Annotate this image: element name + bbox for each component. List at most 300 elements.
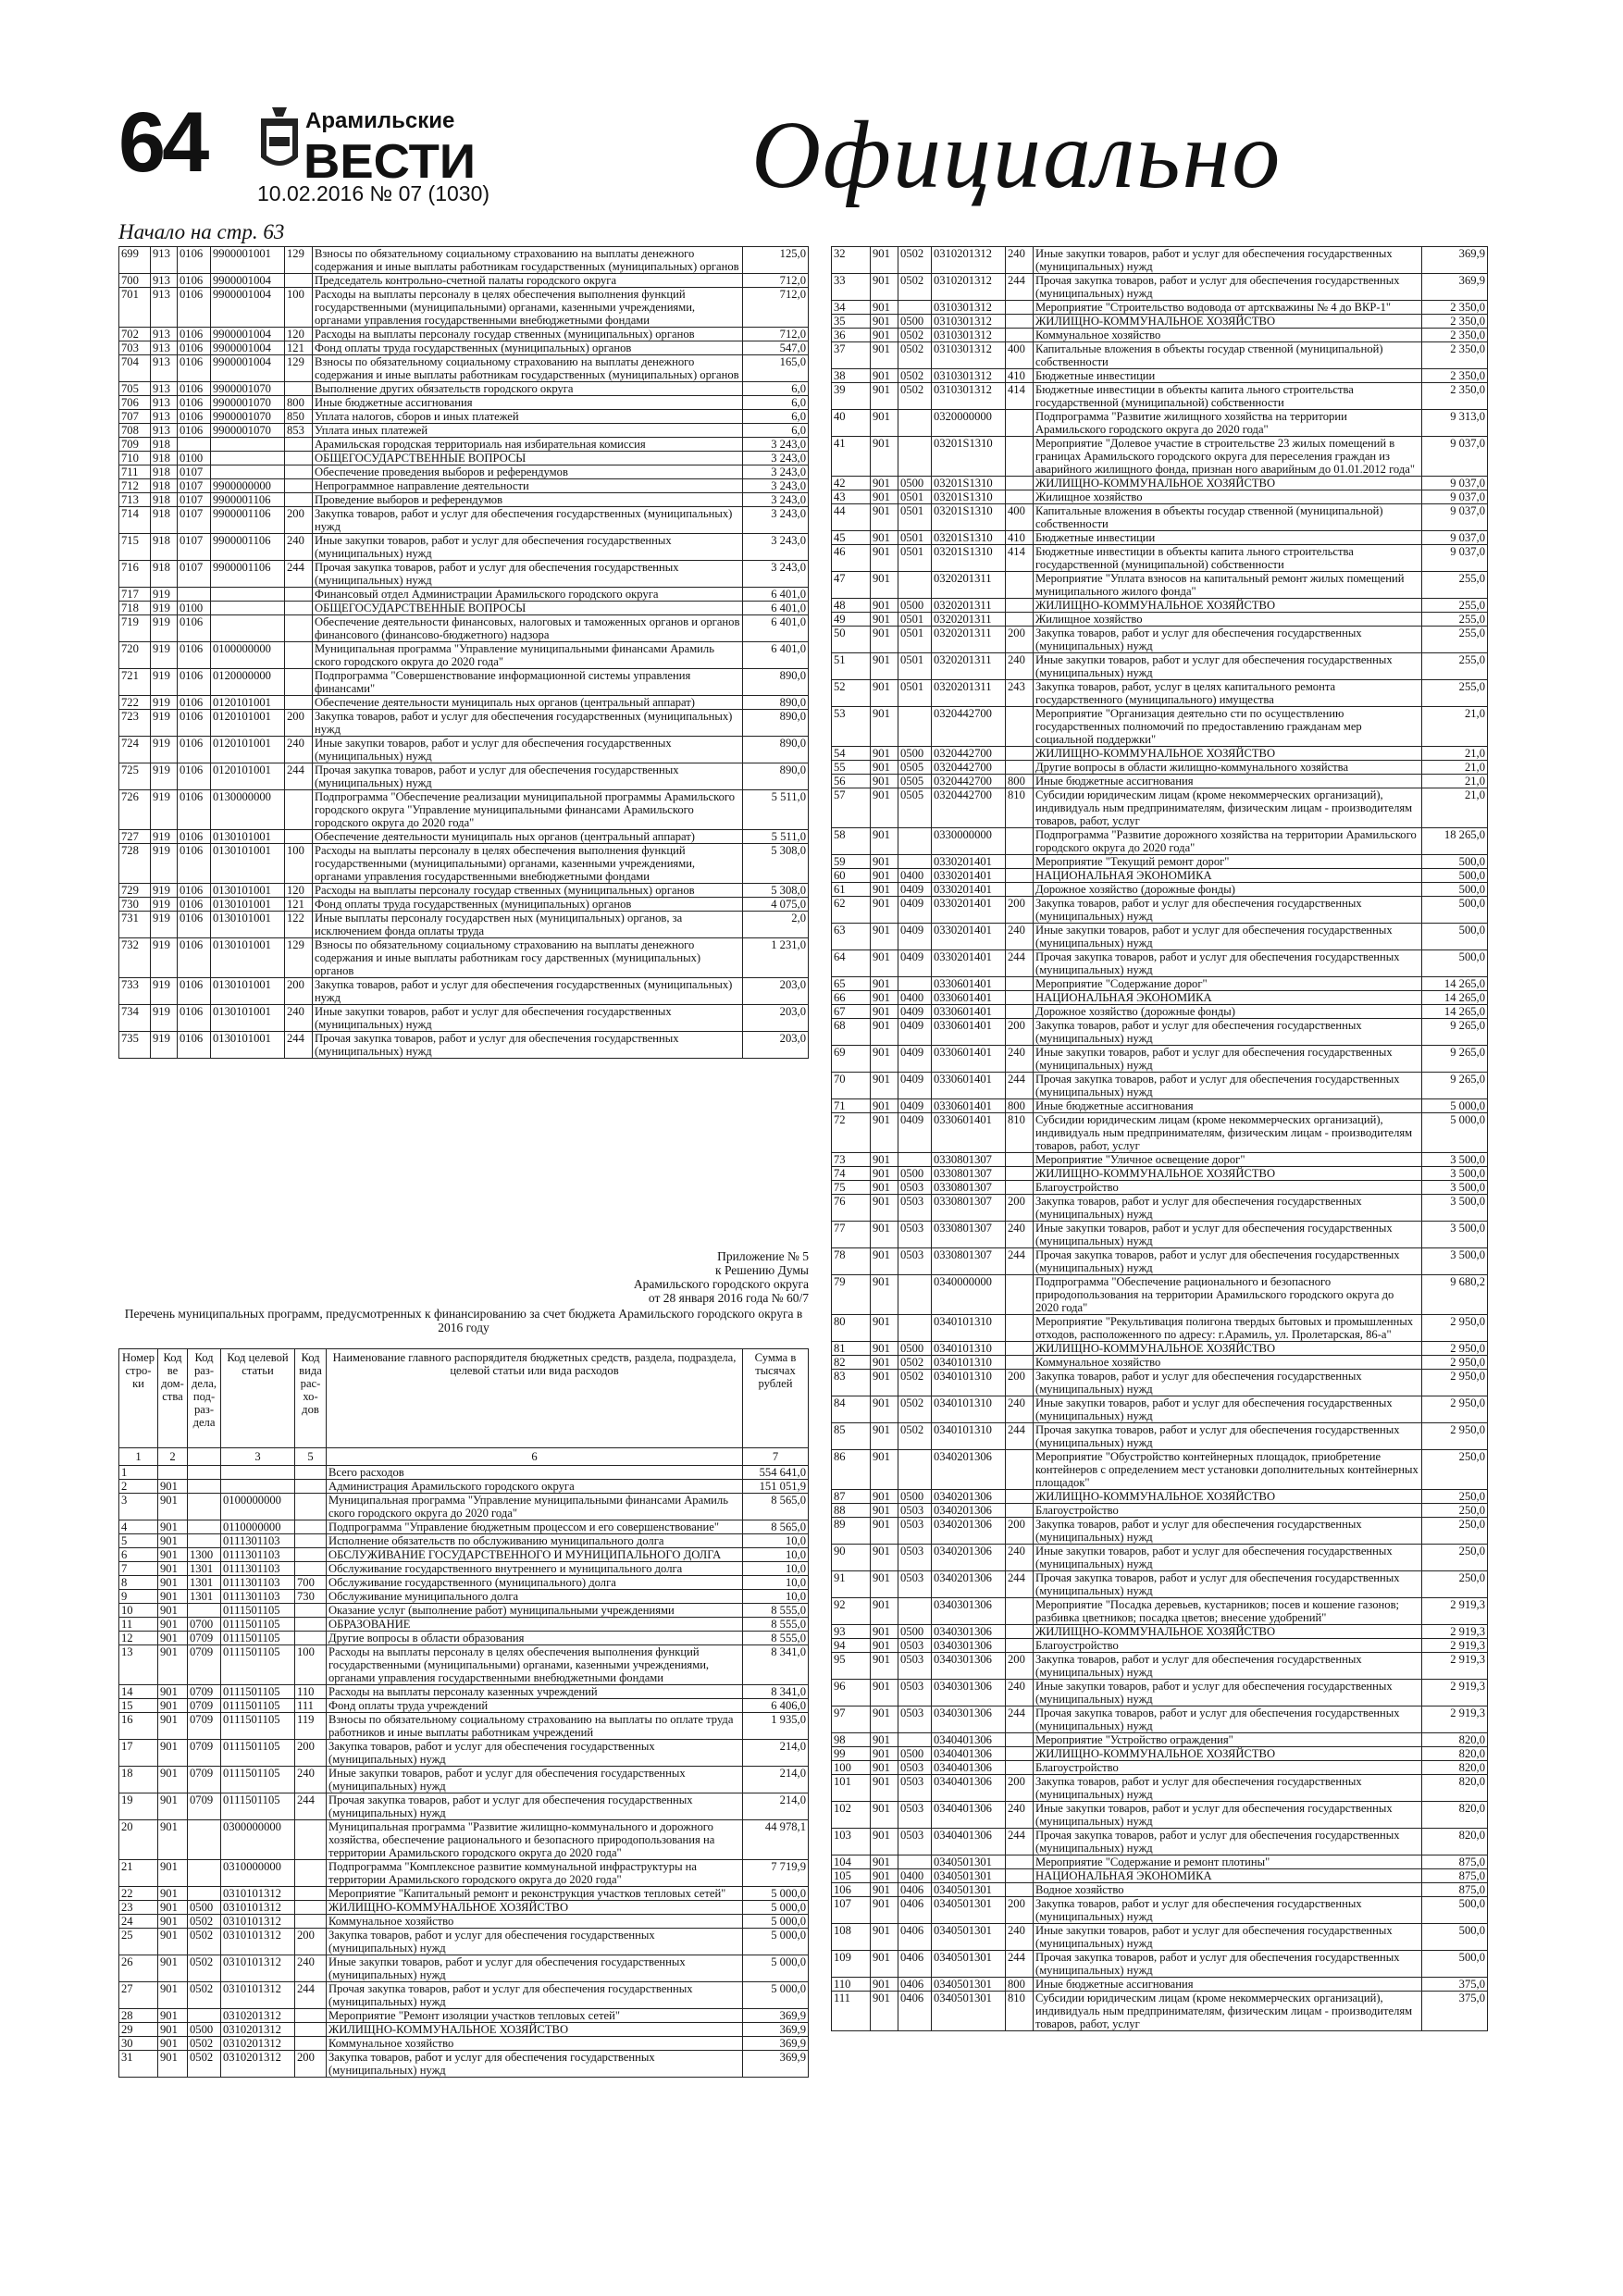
table-row xyxy=(119,1901,809,1915)
code-cell: 0340301306 xyxy=(932,1598,1006,1625)
description-cell: ЖИЛИЩНО-КОММУНАЛЬНОЕ ХОЗЯЙСТВО xyxy=(1034,1625,1422,1639)
code-cell: 0501 xyxy=(898,545,932,572)
code-cell: 5 xyxy=(119,1534,158,1548)
table-row xyxy=(832,1019,1488,1046)
code-cell: 78 xyxy=(832,1248,871,1275)
code-cell: 0130000000 xyxy=(211,790,285,830)
table-row xyxy=(832,1167,1488,1181)
code-cell: 919 xyxy=(151,1032,178,1059)
code-cell: 901 xyxy=(871,369,898,383)
table-row xyxy=(832,1195,1488,1222)
code-cell: 200 xyxy=(1006,1775,1034,1802)
code-cell xyxy=(295,1887,327,1901)
code-cell: 901 xyxy=(871,1195,898,1222)
code-cell: 0330201401 xyxy=(932,924,1006,950)
amount-cell: 3 243,0 xyxy=(743,561,809,588)
table-row xyxy=(832,1639,1488,1653)
amount-cell: 5 000,0 xyxy=(743,1929,809,1955)
code-cell: 901 xyxy=(871,1706,898,1733)
amount-cell: 6 401,0 xyxy=(743,642,809,669)
code-cell: 800 xyxy=(1006,1099,1034,1113)
table-row xyxy=(832,1181,1488,1195)
code-cell: 0120000000 xyxy=(211,669,285,696)
code-cell: 9900001070 xyxy=(211,396,285,410)
amount-cell: 2 919,3 xyxy=(1422,1680,1488,1706)
amount-cell: 2 350,0 xyxy=(1422,301,1488,315)
code-cell: 105 xyxy=(832,1869,871,1883)
code-cell xyxy=(285,642,313,669)
code-cell xyxy=(295,2037,327,2051)
code-cell: 901 xyxy=(871,1046,898,1073)
code-cell: 901 xyxy=(158,1793,188,1820)
table-row xyxy=(119,1740,809,1767)
code-cell: 709 xyxy=(119,438,151,452)
header-cell: Сумма в тысячах рублей xyxy=(743,1349,809,1448)
code-cell: 27 xyxy=(119,1982,158,2009)
code-cell: 901 xyxy=(871,1113,898,1153)
description-cell: Обеспечение проведения выборов и референдумов xyxy=(313,465,743,479)
table-row xyxy=(832,301,1488,315)
amount-cell: 712,0 xyxy=(743,274,809,288)
table-row xyxy=(832,342,1488,369)
code-cell: 0310301312 xyxy=(932,329,1006,342)
code-cell: 86 xyxy=(832,1450,871,1490)
amount-cell: 2 350,0 xyxy=(1422,383,1488,410)
code-cell: 0503 xyxy=(898,1802,932,1829)
amount-cell: 3 243,0 xyxy=(743,438,809,452)
description-cell: ЖИЛИЩНО-КОММУНАЛЬНОЕ ХОЗЯЙСТВО xyxy=(1034,1167,1422,1181)
code-cell: 9900001004 xyxy=(211,328,285,341)
code-cell: 0111301103 xyxy=(221,1590,295,1604)
code-cell: 0340501301 xyxy=(932,1992,1006,2031)
code-cell: 901 xyxy=(871,828,898,855)
code-cell: 0106 xyxy=(178,274,211,288)
code-cell xyxy=(1006,1625,1034,1639)
code-cell xyxy=(898,1275,932,1315)
code-cell xyxy=(285,452,313,465)
code-cell: 0310201312 xyxy=(221,2009,295,2023)
amount-cell: 2 350,0 xyxy=(1422,369,1488,383)
code-cell: 0107 xyxy=(178,534,211,561)
description-cell: Иные закупки товаров, работ и услуг для обеспечения государственных (муниципальных) нужд xyxy=(313,1005,743,1032)
code-cell xyxy=(295,1480,327,1494)
code-cell xyxy=(188,1534,221,1548)
code-cell: 724 xyxy=(119,737,151,763)
amount-cell: 2 919,3 xyxy=(1422,1706,1488,1733)
code-cell: 0340201306 xyxy=(932,1545,1006,1571)
amount-cell: 9 037,0 xyxy=(1422,531,1488,545)
description-cell: Подпрограмма "Обеспечение реализации муниципальной программы Арамильского городского округа "Управление муниципальными финансами Арамильского городского округа до 2020 года" xyxy=(313,790,743,830)
appendix-line: к Решению Думы xyxy=(715,1263,809,1277)
table-row xyxy=(832,383,1488,410)
table-row xyxy=(119,341,809,355)
code-cell: 0503 xyxy=(898,1653,932,1680)
code-cell: 0111301103 xyxy=(221,1562,295,1576)
code-cell: 24 xyxy=(119,1915,158,1929)
code-cell: 919 xyxy=(151,763,178,790)
code-cell: 901 xyxy=(871,1248,898,1275)
amount-cell: 2 350,0 xyxy=(1422,315,1488,329)
code-cell: 0409 xyxy=(898,950,932,977)
amount-cell: 712,0 xyxy=(743,288,809,328)
amount-cell: 500,0 xyxy=(1422,1924,1488,1951)
code-cell: 0130101001 xyxy=(211,844,285,884)
column-number: 7 xyxy=(743,1448,809,1466)
table-row xyxy=(832,680,1488,707)
code-cell xyxy=(295,1901,327,1915)
table-row xyxy=(119,1590,809,1604)
code-cell: 0340501301 xyxy=(932,1978,1006,1992)
description-cell: Закупка товаров, работ и услуг для обеспечения государственных (муниципальных) нужд xyxy=(327,1929,743,1955)
code-cell: 901 xyxy=(158,2037,188,2051)
code-cell: 0500 xyxy=(188,1901,221,1915)
code-cell: 17 xyxy=(119,1740,158,1767)
code-cell: 810 xyxy=(1006,788,1034,828)
table-row xyxy=(832,545,1488,572)
code-cell: 0330601401 xyxy=(932,1046,1006,1073)
code-cell: 901 xyxy=(158,1820,188,1860)
code-cell: 0111301103 xyxy=(221,1548,295,1562)
code-cell: 919 xyxy=(151,898,178,912)
code-cell: 240 xyxy=(295,1767,327,1793)
table-row xyxy=(832,761,1488,775)
code-cell: 901 xyxy=(871,301,898,315)
column-number: 5 xyxy=(295,1448,327,1466)
amount-cell: 21,0 xyxy=(1422,775,1488,788)
code-cell: 901 xyxy=(158,1713,188,1740)
table-row xyxy=(832,977,1488,991)
code-cell: 0503 xyxy=(898,1775,932,1802)
code-cell: 901 xyxy=(871,627,898,653)
code-cell: 9 xyxy=(119,1590,158,1604)
code-cell: 901 xyxy=(158,1480,188,1494)
amount-cell: 500,0 xyxy=(1422,1897,1488,1924)
code-cell: 901 xyxy=(871,1504,898,1518)
code-cell: 704 xyxy=(119,355,151,382)
amount-cell: 3 243,0 xyxy=(743,452,809,465)
table-row xyxy=(119,763,809,790)
code-cell: 240 xyxy=(1006,1046,1034,1073)
code-cell: 122 xyxy=(285,912,313,938)
description-cell: Муниципальная программа "Развитие жилищно-коммунального и дорожного хозяйства, обеспечение рационального и безопасного природопользования на территории Арамильского городского округа до 2020 года" xyxy=(327,1820,743,1860)
amount-cell: 6 401,0 xyxy=(743,615,809,642)
code-cell xyxy=(285,602,313,615)
amount-cell: 875,0 xyxy=(1422,1883,1488,1897)
code-cell: 0111301103 xyxy=(221,1576,295,1590)
code-cell: 0130101001 xyxy=(211,830,285,844)
code-cell: 0106 xyxy=(178,884,211,898)
code-cell: 0502 xyxy=(898,1423,932,1450)
amount-cell: 5 511,0 xyxy=(743,790,809,830)
code-cell xyxy=(898,410,932,437)
table-row xyxy=(832,1924,1488,1951)
table-row xyxy=(119,396,809,410)
section-title: Официально xyxy=(751,102,1282,208)
code-cell: 901 xyxy=(871,1450,898,1490)
code-cell: 244 xyxy=(1006,950,1034,977)
code-cell: 94 xyxy=(832,1639,871,1653)
code-cell: 1301 xyxy=(188,1576,221,1590)
code-cell: 0340000000 xyxy=(932,1275,1006,1315)
code-cell: 0330201401 xyxy=(932,897,1006,924)
code-cell xyxy=(285,382,313,396)
code-cell: 0106 xyxy=(178,328,211,341)
description-cell: Иные закупки товаров, работ и услуг для обеспечения государственных (муниципальных) нужд xyxy=(1034,924,1422,950)
code-cell xyxy=(1006,1342,1034,1356)
code-cell: 901 xyxy=(871,410,898,437)
description-cell: Иные закупки товаров, работ и услуг для обеспечения государственных (муниципальных) нужд xyxy=(313,737,743,763)
code-cell xyxy=(898,301,932,315)
code-cell: 0111501105 xyxy=(221,1685,295,1699)
description-cell: Мероприятие "Организация деятельно сти по осуществлению государственных полномочий по предоставлению гражданам мер социальной поддержки" xyxy=(1034,707,1422,747)
description-cell: Коммунальное хозяйство xyxy=(1034,329,1422,342)
code-cell: 0310101312 xyxy=(221,1887,295,1901)
code-cell xyxy=(221,1480,295,1494)
description-cell: Прочая закупка товаров, работ и услуг для обеспечения государственных (муниципальных) нужд xyxy=(327,1982,743,2009)
code-cell xyxy=(285,465,313,479)
table-row xyxy=(832,1504,1488,1518)
code-cell: 901 xyxy=(871,1924,898,1951)
amount-cell: 250,0 xyxy=(1422,1518,1488,1545)
code-cell: 0310101312 xyxy=(221,1982,295,2009)
code-cell xyxy=(898,1855,932,1869)
code-cell: 0111501105 xyxy=(221,1632,295,1645)
code-cell: 46 xyxy=(832,545,871,572)
code-cell: 0107 xyxy=(178,479,211,493)
description-cell: Фонд оплаты труда государственных (муниципальных) органов xyxy=(313,341,743,355)
code-cell: 59 xyxy=(832,855,871,869)
code-cell: 901 xyxy=(871,1153,898,1167)
description-cell: ЖИЛИЩНО-КОММУНАЛЬНОЕ ХОЗЯЙСТВО xyxy=(327,2023,743,2037)
table-row xyxy=(832,369,1488,383)
code-cell: 25 xyxy=(119,1929,158,1955)
code-cell: 800 xyxy=(285,396,313,410)
code-cell: 20 xyxy=(119,1820,158,1860)
amount-cell: 255,0 xyxy=(1422,572,1488,599)
table-row xyxy=(832,1706,1488,1733)
code-cell: 0503 xyxy=(898,1181,932,1195)
code-cell xyxy=(898,977,932,991)
code-cell: 91 xyxy=(832,1571,871,1598)
table-row xyxy=(832,1005,1488,1019)
code-cell: 244 xyxy=(1006,274,1034,301)
code-cell: 919 xyxy=(151,642,178,669)
code-cell: 0409 xyxy=(898,924,932,950)
code-cell: 0106 xyxy=(178,737,211,763)
table-row xyxy=(832,1992,1488,2031)
code-cell: 0400 xyxy=(898,869,932,883)
code-cell: 913 xyxy=(151,328,178,341)
code-cell xyxy=(1006,1005,1034,1019)
code-cell: 83 xyxy=(832,1370,871,1396)
table-row xyxy=(119,844,809,884)
amount-cell: 369,9 xyxy=(743,2009,809,2023)
code-cell: 0310201312 xyxy=(221,2037,295,2051)
amount-cell: 214,0 xyxy=(743,1767,809,1793)
table-row xyxy=(119,978,809,1005)
code-cell: 0106 xyxy=(178,382,211,396)
code-cell: 0330601401 xyxy=(932,1019,1006,1046)
code-cell: 70 xyxy=(832,1073,871,1099)
code-cell: 200 xyxy=(1006,1518,1034,1545)
amount-cell: 6 406,0 xyxy=(743,1699,809,1713)
code-cell: 67 xyxy=(832,1005,871,1019)
amount-cell: 6,0 xyxy=(743,424,809,438)
amount-cell: 500,0 xyxy=(1422,869,1488,883)
table-row xyxy=(832,410,1488,437)
code-cell: 81 xyxy=(832,1342,871,1356)
code-cell xyxy=(295,1520,327,1534)
code-cell: 0120101001 xyxy=(211,696,285,710)
code-cell xyxy=(1006,761,1034,775)
code-cell xyxy=(1006,613,1034,627)
code-cell: 0330801307 xyxy=(932,1248,1006,1275)
code-cell: 0500 xyxy=(898,1747,932,1761)
code-cell: 0106 xyxy=(178,912,211,938)
code-cell: 200 xyxy=(285,978,313,1005)
code-cell: 718 xyxy=(119,602,151,615)
code-cell: 1300 xyxy=(188,1548,221,1562)
table-row xyxy=(119,452,809,465)
code-cell: 901 xyxy=(871,761,898,775)
table-row xyxy=(832,1248,1488,1275)
code-cell: 0330601401 xyxy=(932,1099,1006,1113)
code-cell: 0503 xyxy=(898,1761,932,1775)
description-cell: Мероприятие "Текущий ремонт дорог" xyxy=(1034,855,1422,869)
column-number: 2 xyxy=(158,1448,188,1466)
description-cell: Мероприятие "Содержание и ремонт плотины" xyxy=(1034,1855,1422,1869)
code-cell: 9900001004 xyxy=(211,274,285,288)
code-cell: 0106 xyxy=(178,938,211,978)
code-cell: 810 xyxy=(1006,1113,1034,1153)
code-cell: 9900001001 xyxy=(211,247,285,274)
code-cell: 29 xyxy=(119,2023,158,2037)
code-cell: 42 xyxy=(832,477,871,490)
code-cell: 919 xyxy=(151,790,178,830)
description-cell: Закупка товаров, работ и услуг для обеспечения государственных (муниципальных) нужд xyxy=(327,2051,743,2078)
amount-cell: 203,0 xyxy=(743,978,809,1005)
amount-cell: 2 950,0 xyxy=(1422,1315,1488,1342)
code-cell xyxy=(1006,410,1034,437)
code-cell xyxy=(1006,707,1034,747)
code-cell: 0502 xyxy=(188,1955,221,1982)
header-cell: Код вида рас-хо-дов xyxy=(295,1349,327,1448)
code-cell: 0106 xyxy=(178,978,211,1005)
description-cell: Прочая закупка товаров, работ и услуг для обеспечения государственных (муниципальных) нужд xyxy=(313,1032,743,1059)
code-cell: 0310201312 xyxy=(932,274,1006,301)
code-cell: 0409 xyxy=(898,883,932,897)
code-cell: 13 xyxy=(119,1645,158,1685)
amount-cell: 820,0 xyxy=(1422,1747,1488,1761)
code-cell: 0320442700 xyxy=(932,707,1006,747)
code-cell: 700 xyxy=(295,1576,327,1590)
code-cell: 18 xyxy=(119,1767,158,1793)
amount-cell: 6,0 xyxy=(743,382,809,396)
code-cell: 901 xyxy=(871,274,898,301)
amount-cell: 9 265,0 xyxy=(1422,1019,1488,1046)
code-cell: 61 xyxy=(832,883,871,897)
code-cell: 0107 xyxy=(178,507,211,534)
description-cell: Взносы по обязательному социальному страхованию на выплаты денежного содержания и иные выплаты работникам государственных (муниципальных) органов xyxy=(313,247,743,274)
code-cell: 0500 xyxy=(898,747,932,761)
table-row xyxy=(832,924,1488,950)
code-cell: 0320201311 xyxy=(932,680,1006,707)
code-cell: 121 xyxy=(285,898,313,912)
description-cell: Прочая закупка товаров, работ и услуг для обеспечения государственных (муниципальных) нужд xyxy=(1034,1073,1422,1099)
code-cell xyxy=(295,2023,327,2037)
amount-cell: 255,0 xyxy=(1422,680,1488,707)
amount-cell: 9 037,0 xyxy=(1422,437,1488,477)
table-row xyxy=(832,855,1488,869)
amount-cell: 500,0 xyxy=(1422,897,1488,924)
code-cell: 919 xyxy=(151,912,178,938)
code-cell: 0340301306 xyxy=(932,1680,1006,1706)
code-cell: 0501 xyxy=(898,504,932,531)
code-cell: 0106 xyxy=(178,669,211,696)
code-cell: 54 xyxy=(832,747,871,761)
code-cell: 03201S1310 xyxy=(932,437,1006,477)
code-cell: 0111501105 xyxy=(221,1604,295,1618)
code-cell: 77 xyxy=(832,1222,871,1248)
code-cell: 0106 xyxy=(178,1032,211,1059)
code-cell: 0340501301 xyxy=(932,1924,1006,1951)
amount-cell: 369,9 xyxy=(743,2023,809,2037)
amount-cell: 10,0 xyxy=(743,1562,809,1576)
code-cell: 240 xyxy=(1006,1545,1034,1571)
code-cell: 0106 xyxy=(178,355,211,382)
table-row xyxy=(119,1534,809,1548)
amount-cell: 3 500,0 xyxy=(1422,1153,1488,1167)
code-cell: 108 xyxy=(832,1924,871,1951)
description-cell: Мероприятие "Уличное освещение дорог" xyxy=(1034,1153,1422,1167)
code-cell: 919 xyxy=(151,737,178,763)
code-cell: 35 xyxy=(832,315,871,329)
code-cell: 850 xyxy=(285,410,313,424)
code-cell: 22 xyxy=(119,1887,158,1901)
code-cell: 0320201311 xyxy=(932,572,1006,599)
code-cell: 0502 xyxy=(898,247,932,274)
code-cell: 73 xyxy=(832,1153,871,1167)
code-cell: 110 xyxy=(295,1685,327,1699)
code-cell: 0111501105 xyxy=(221,1645,295,1685)
code-cell: 901 xyxy=(871,707,898,747)
description-cell: Другие вопросы в области образования xyxy=(327,1632,743,1645)
table-row xyxy=(119,710,809,737)
amount-cell: 3 243,0 xyxy=(743,465,809,479)
code-cell: 717 xyxy=(119,588,151,602)
code-cell: 244 xyxy=(285,561,313,588)
description-cell: ЖИЛИЩНО-КОММУНАЛЬНОЕ ХОЗЯЙСТВО xyxy=(1034,1342,1422,1356)
table-row xyxy=(119,1887,809,1901)
code-cell: 0340201306 xyxy=(932,1518,1006,1545)
table-row xyxy=(832,1450,1488,1490)
table-row xyxy=(119,1032,809,1059)
description-cell: Прочая закупка товаров, работ и услуг для обеспечения государственных (муниципальных) нужд xyxy=(1034,1571,1422,1598)
code-cell xyxy=(1006,1356,1034,1370)
code-cell: 0130101001 xyxy=(211,978,285,1005)
code-cell: 200 xyxy=(1006,1019,1034,1046)
code-cell: 1 xyxy=(119,1466,158,1480)
amount-cell: 9 265,0 xyxy=(1422,1046,1488,1073)
table-row xyxy=(832,477,1488,490)
code-cell: 719 xyxy=(119,615,151,642)
code-cell: 901 xyxy=(871,1855,898,1869)
amount-cell: 5 511,0 xyxy=(743,830,809,844)
code-cell: 0107 xyxy=(178,465,211,479)
description-cell: Взносы по обязательному социальному страхованию на выплаты денежного содержания и иные выплаты работникам госу дарственных (муниципальных) органов xyxy=(313,938,743,978)
description-cell: Оказание услуг (выполнение работ) муниципальными учреждениями xyxy=(327,1604,743,1618)
code-cell xyxy=(1006,301,1034,315)
